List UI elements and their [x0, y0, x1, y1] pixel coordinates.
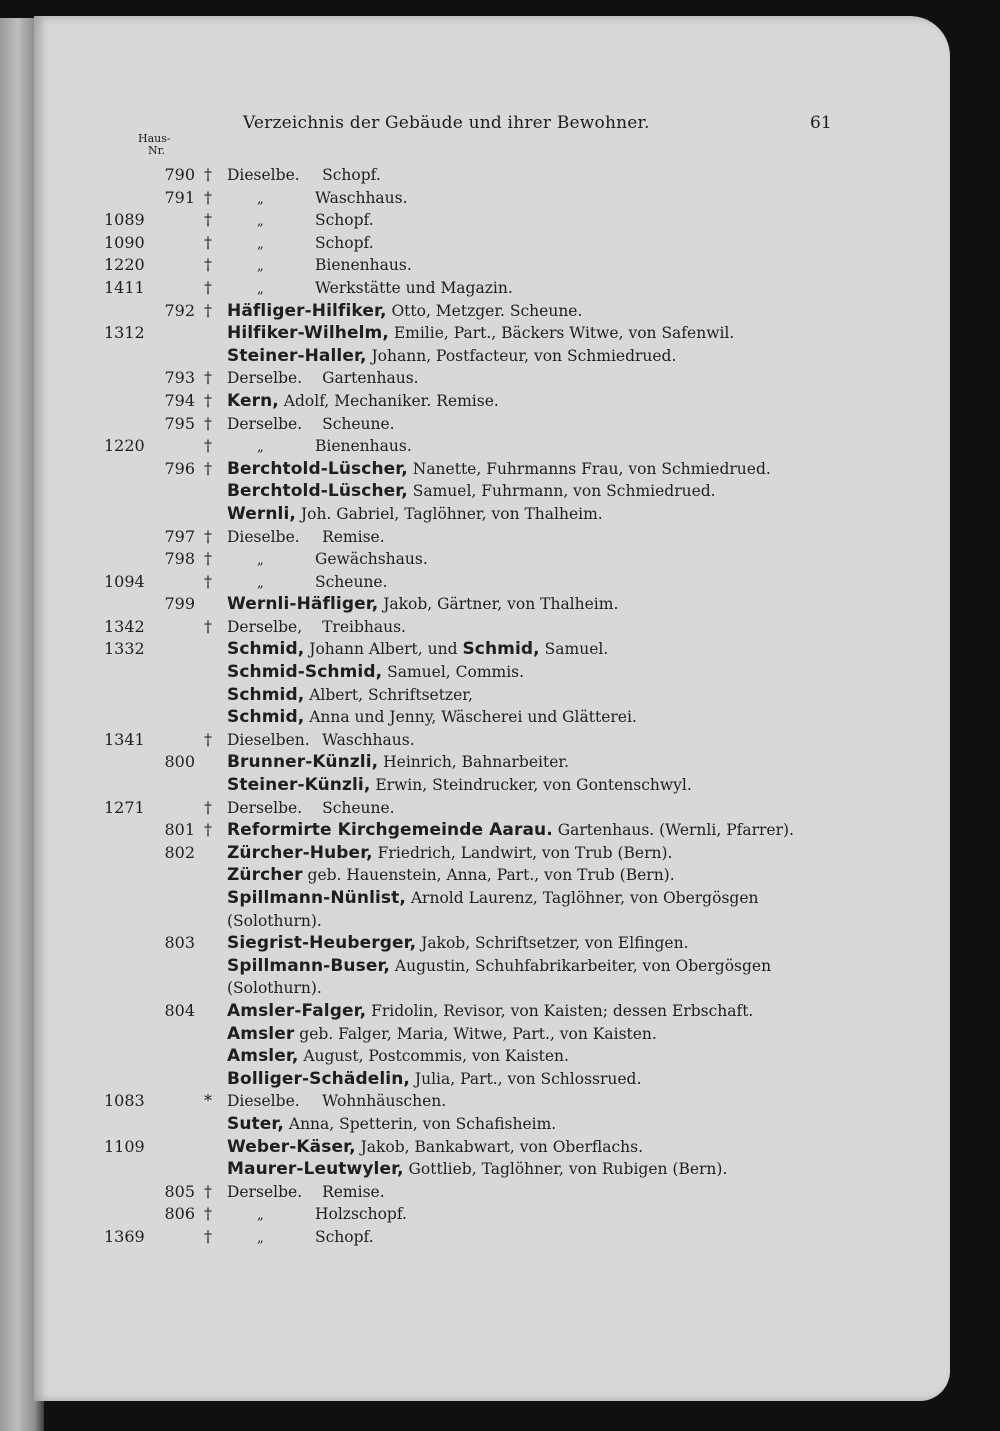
resident-name: Zürcher: [227, 865, 303, 886]
entry-details: Nanette, Fuhrmanns Frau, von Schmiedrued.: [407, 459, 771, 478]
entry-details: Remise.: [322, 1182, 385, 1201]
list-item: [0, 345, 1000, 368]
resident-name: Zürcher-Huber,: [227, 842, 373, 863]
ditto-mark: „: [257, 214, 264, 230]
entry-mark: †: [204, 571, 212, 591]
entry-details: Scheune.: [315, 572, 388, 591]
entry-details: Treibhaus.: [322, 617, 406, 636]
entry-mark: †: [204, 549, 212, 569]
entry-text: [227, 1068, 641, 1091]
entry-mark: †: [204, 458, 212, 478]
entry-details: August, Postcommis, von Kaisten.: [298, 1047, 569, 1066]
resident-name: Wernli-Häfliger,: [227, 594, 379, 615]
house-number: 801: [164, 820, 195, 840]
entry-text: [227, 593, 618, 616]
list-item: [0, 864, 1000, 887]
entry-text: [227, 209, 374, 234]
entry-text: [227, 187, 408, 212]
entry-text: [227, 503, 603, 526]
entry-details: Fridolin, Revisor, von Kaisten; dessen Erbschaft.: [366, 1001, 754, 1020]
page-number: 61: [810, 113, 832, 133]
entry-text: [227, 797, 395, 820]
secondary-house-number: 1090: [104, 232, 145, 252]
house-number: 793: [164, 368, 195, 388]
list-item: [0, 209, 1000, 232]
entry-details: (Solothurn).: [227, 979, 322, 998]
entry-list: [0, 164, 1000, 1249]
entry-label: Derselbe.: [227, 369, 303, 388]
entry-text: [227, 1045, 569, 1068]
secondary-house-number: 1312: [104, 323, 145, 343]
entry-label: Derselbe.: [227, 798, 303, 817]
entry-text: [227, 729, 415, 752]
entry-details: Jakob, Gärtner, von Thalheim.: [378, 595, 619, 614]
entry-details: Joh. Gabriel, Taglöhner, von Thalheim.: [295, 504, 603, 523]
house-number: 805: [164, 1181, 195, 1201]
entry-details: Holzschopf.: [315, 1205, 407, 1224]
entry-mark: †: [204, 255, 212, 275]
entry-text: [227, 390, 499, 413]
entry-details: Waschhaus.: [322, 730, 415, 749]
secondary-house-number: 1332: [104, 639, 145, 659]
list-item: [0, 1023, 1000, 1046]
entry-text: [227, 1158, 727, 1181]
resident-name: Schmid,: [227, 684, 305, 705]
list-item: [0, 1068, 1000, 1091]
list-item: [0, 458, 1000, 481]
ditto-mark: „: [257, 575, 264, 591]
entry-text: [227, 164, 381, 187]
entry-details: Remise.: [322, 527, 385, 546]
entry-label: Dieselbe.: [227, 166, 300, 184]
entry-text: [227, 254, 412, 279]
list-item: [0, 819, 1000, 842]
page-title: Verzeichnis der Gebäude und ihrer Bewohner.: [243, 113, 650, 133]
entry-text: [227, 932, 689, 955]
list-item: [0, 661, 1000, 684]
resident-name: Schmid,: [227, 707, 305, 728]
entry-mark: †: [204, 277, 212, 297]
house-number: 794: [164, 390, 195, 410]
list-item: [0, 548, 1000, 571]
entry-details: Werkstätte und Magazin.: [315, 278, 513, 297]
entry-mark: †: [204, 300, 212, 320]
house-number: 802: [164, 842, 195, 862]
resident-name: Wernli,: [227, 503, 296, 524]
resident-name: Schmid,: [227, 639, 305, 660]
list-item: [0, 774, 1000, 797]
house-number: 792: [164, 300, 195, 320]
entry-text: [227, 1000, 753, 1023]
entry-mark: †: [204, 368, 212, 388]
ditto-mark: „: [257, 1230, 264, 1246]
list-item: [0, 932, 1000, 955]
entry-text: [227, 1226, 374, 1251]
entry-mark: *: [204, 1091, 212, 1111]
entry-details: Emilie, Part., Bäckers Witwe, von Safenwil.: [388, 324, 735, 343]
entry-label: Derselbe.: [227, 1182, 303, 1201]
resident-name: Hilfiker-Wilhelm,: [227, 323, 389, 344]
list-item: [0, 842, 1000, 865]
entry-mark: †: [204, 1204, 212, 1224]
list-item: [0, 1203, 1000, 1226]
entry-details: Samuel.: [539, 640, 609, 659]
entry-details: Schopf.: [315, 233, 374, 252]
entry-details: Scheune.: [322, 798, 395, 817]
house-number: 798: [164, 549, 195, 569]
entry-mark: †: [204, 820, 212, 840]
list-item: [0, 322, 1000, 345]
entry-details: Samuel, Commis.: [382, 663, 525, 682]
entry-mark: †: [204, 232, 212, 252]
entry-mark: †: [204, 413, 212, 433]
resident-name: Steiner-Haller,: [227, 345, 367, 366]
house-number: 790: [164, 165, 195, 184]
entry-details: (Solothurn).: [227, 911, 322, 930]
entry-text: [227, 819, 794, 842]
entry-details: Albert, Schriftsetzer,: [304, 685, 473, 704]
entry-text: [227, 751, 569, 774]
entry-details: Scheune.: [322, 414, 395, 433]
secondary-house-number: 1369: [104, 1226, 145, 1246]
list-item: [0, 254, 1000, 277]
entry-mark: †: [204, 165, 212, 184]
entry-text: [227, 684, 473, 707]
house-number: 806: [164, 1204, 195, 1224]
resident-name: Amsler: [227, 1023, 295, 1044]
entry-label: Derselbe.: [227, 414, 303, 433]
list-item: [0, 503, 1000, 526]
list-item: [0, 1000, 1000, 1023]
ditto-mark: „: [257, 236, 264, 252]
secondary-house-number: 1342: [104, 616, 145, 636]
secondary-house-number: 1220: [104, 436, 145, 456]
house-number: 799: [164, 594, 195, 614]
entry-text: [227, 322, 734, 345]
entry-details: Johann Albert, und: [304, 640, 463, 659]
list-item: [0, 593, 1000, 616]
entry-text: [227, 277, 513, 302]
list-item: [0, 616, 1000, 639]
resident-name: Suter,: [227, 1113, 284, 1134]
entry-text: [227, 548, 428, 573]
list-item: [0, 729, 1000, 752]
column-heading-line1: Haus-: [138, 132, 171, 145]
list-item: [0, 751, 1000, 774]
entry-details: Arnold Laurenz, Taglöhner, von Obergösgen: [405, 889, 759, 907]
entry-text: [227, 435, 412, 460]
entry-details: Schopf.: [315, 211, 374, 230]
secondary-house-number: 1411: [104, 277, 145, 297]
secondary-house-number: 1089: [104, 210, 145, 230]
entry-text: [227, 1136, 643, 1159]
resident-name: Amsler,: [227, 1046, 299, 1067]
list-item: [0, 164, 1000, 187]
entry-mark: †: [204, 729, 212, 749]
resident-name: Maurer-Leutwyler,: [227, 1159, 404, 1180]
list-item: [0, 232, 1000, 255]
entry-details: Augustin, Schuhfabrikarbeiter, von Obergösgen: [390, 956, 772, 975]
ditto-mark: „: [257, 440, 264, 456]
resident-name: Kern,: [227, 390, 279, 411]
entry-details: Bienenhaus.: [315, 437, 412, 456]
entry-mark: †: [204, 210, 212, 230]
entry-text: [227, 300, 582, 323]
entry-text: [227, 232, 374, 257]
list-item: [0, 1136, 1000, 1159]
entry-text: [227, 955, 771, 978]
entry-details: Wohnhäuschen.: [322, 1092, 447, 1111]
entry-text: [227, 413, 395, 436]
resident-name: Steiner-Künzli,: [227, 775, 371, 796]
house-number: 797: [164, 526, 195, 546]
entry-mark: †: [204, 797, 212, 817]
column-heading: [138, 133, 171, 157]
secondary-house-number: 1109: [104, 1136, 145, 1156]
entry-text: [227, 458, 771, 481]
entry-details: Gottlieb, Taglöhner, von Rubigen (Bern).: [403, 1160, 728, 1179]
entry-text: [227, 661, 524, 684]
ditto-mark: „: [257, 553, 264, 569]
entry-details: Waschhaus.: [315, 188, 408, 207]
resident-name: Siegrist-Heuberger,: [227, 933, 417, 954]
house-number: 804: [164, 1000, 195, 1020]
list-item: [0, 1113, 1000, 1136]
list-item: [0, 413, 1000, 436]
list-item: [0, 187, 1000, 210]
entry-text: [227, 345, 676, 368]
list-item: [0, 1045, 1000, 1068]
list-item: [0, 797, 1000, 820]
list-item: [0, 390, 1000, 413]
entry-text: [227, 480, 716, 503]
entry-label: Derselbe,: [227, 617, 303, 636]
house-number: 803: [164, 933, 195, 953]
entry-text: [227, 887, 758, 910]
list-item: [0, 300, 1000, 323]
entry-text: [227, 864, 675, 887]
list-item: [0, 706, 1000, 729]
resident-name: Schmid,: [462, 639, 540, 660]
resident-name: Schmid-Schmid,: [227, 662, 383, 683]
entry-details: Jakob, Schriftsetzer, von Elfingen.: [416, 934, 689, 953]
entry-details: Johann, Postfacteur, von Schmiedrued.: [366, 346, 677, 365]
resident-name: Berchtold-Lüscher,: [227, 458, 408, 479]
resident-name: Spillmann-Nünlist,: [227, 888, 406, 908]
entry-mark: †: [204, 526, 212, 546]
resident-name: Amsler-Falger,: [227, 1000, 367, 1021]
entry-text: [227, 1203, 407, 1228]
entry-text: [227, 774, 692, 797]
entry-text: [227, 977, 322, 1000]
house-number: 795: [164, 413, 195, 433]
resident-name: Häfliger-Hilfiker,: [227, 300, 387, 321]
entry-text: [227, 706, 637, 729]
entry-details: Julia, Part., von Schlossrued.: [409, 1069, 642, 1088]
entry-mark: †: [204, 616, 212, 636]
list-item: [0, 955, 1000, 978]
entry-details: geb. Falger, Maria, Witwe, Part., von Kaisten.: [294, 1024, 657, 1043]
entry-details: Samuel, Fuhrmann, von Schmiedrued.: [407, 482, 716, 501]
entry-details: Anna, Spetterin, von Schafisheim.: [283, 1114, 557, 1133]
resident-name: Bolliger-Schädelin,: [227, 1068, 410, 1089]
list-item: [0, 277, 1000, 300]
entry-details: Friedrich, Landwirt, von Trub (Bern).: [372, 843, 673, 862]
entry-details: Schopf.: [322, 166, 381, 184]
list-item: [0, 1226, 1000, 1249]
entry-label: Dieselbe.: [227, 1092, 300, 1111]
list-item: [0, 571, 1000, 594]
resident-name: Brunner-Künzli,: [227, 752, 379, 773]
house-number: 791: [164, 187, 195, 207]
house-number: 796: [164, 458, 195, 478]
list-item: [0, 684, 1000, 707]
secondary-house-number: 1220: [104, 255, 145, 275]
list-item: [0, 1090, 1000, 1113]
entry-text: [227, 1181, 385, 1204]
entry-details: Erwin, Steindrucker, von Gontenschwyl.: [370, 776, 692, 795]
list-item: [0, 1181, 1000, 1204]
entry-text: [227, 1023, 657, 1046]
entry-details: Gartenhaus. (Wernli, Pfarrer).: [552, 821, 794, 840]
entry-details: Schopf.: [315, 1227, 374, 1246]
entry-text: [227, 842, 672, 865]
secondary-house-number: 1271: [104, 797, 145, 817]
resident-name: Weber-Käser,: [227, 1136, 356, 1157]
entry-details: Otto, Metzger. Scheune.: [386, 301, 583, 320]
entry-details: Gewächshaus.: [315, 550, 428, 569]
entry-label: Dieselben.: [227, 730, 310, 749]
entry-details: geb. Hauenstein, Anna, Part., von Trub (Bern).: [302, 866, 675, 885]
list-item: [0, 977, 1000, 1000]
resident-name: Berchtold-Lüscher,: [227, 481, 408, 502]
resident-name: Spillmann-Buser,: [227, 955, 390, 976]
entry-details: Heinrich, Bahnarbeiter.: [378, 753, 569, 772]
secondary-house-number: 1094: [104, 571, 145, 591]
list-item: [0, 910, 1000, 933]
ditto-mark: „: [257, 259, 264, 275]
entry-mark: †: [204, 390, 212, 410]
entry-text: [227, 910, 322, 933]
entry-details: Bienenhaus.: [315, 256, 412, 275]
entry-text: [227, 1113, 556, 1136]
column-heading-line2: Nr.: [148, 144, 166, 157]
entry-mark: †: [204, 1226, 212, 1246]
entry-text: [227, 1090, 446, 1113]
entry-text: [227, 571, 388, 596]
entry-text: [227, 638, 608, 661]
list-item: [0, 526, 1000, 549]
list-item: [0, 367, 1000, 390]
house-number: 800: [164, 752, 195, 772]
list-item: [0, 887, 1000, 910]
entry-mark: †: [204, 436, 212, 456]
ditto-mark: „: [257, 1208, 264, 1224]
resident-name: Reformirte Kirchgemeinde Aarau.: [227, 820, 553, 841]
entry-label: Dieselbe.: [227, 527, 300, 546]
entry-mark: †: [204, 187, 212, 207]
secondary-house-number: 1083: [104, 1091, 145, 1111]
entry-mark: †: [204, 1181, 212, 1201]
list-item: [0, 638, 1000, 661]
entry-details: Adolf, Mechaniker. Remise.: [278, 391, 499, 410]
list-item: [0, 1158, 1000, 1181]
secondary-house-number: 1341: [104, 729, 145, 749]
list-item: [0, 435, 1000, 458]
ditto-mark: „: [257, 191, 264, 207]
entry-details: Gartenhaus.: [322, 369, 419, 388]
entry-text: [227, 526, 385, 549]
entry-details: Jakob, Bankabwart, von Oberflachs.: [355, 1137, 644, 1156]
ditto-mark: „: [257, 281, 264, 297]
entry-text: [227, 616, 406, 639]
list-item: [0, 480, 1000, 503]
entry-text: [227, 367, 419, 390]
entry-details: Anna und Jenny, Wäscherei und Glätterei.: [304, 708, 637, 727]
